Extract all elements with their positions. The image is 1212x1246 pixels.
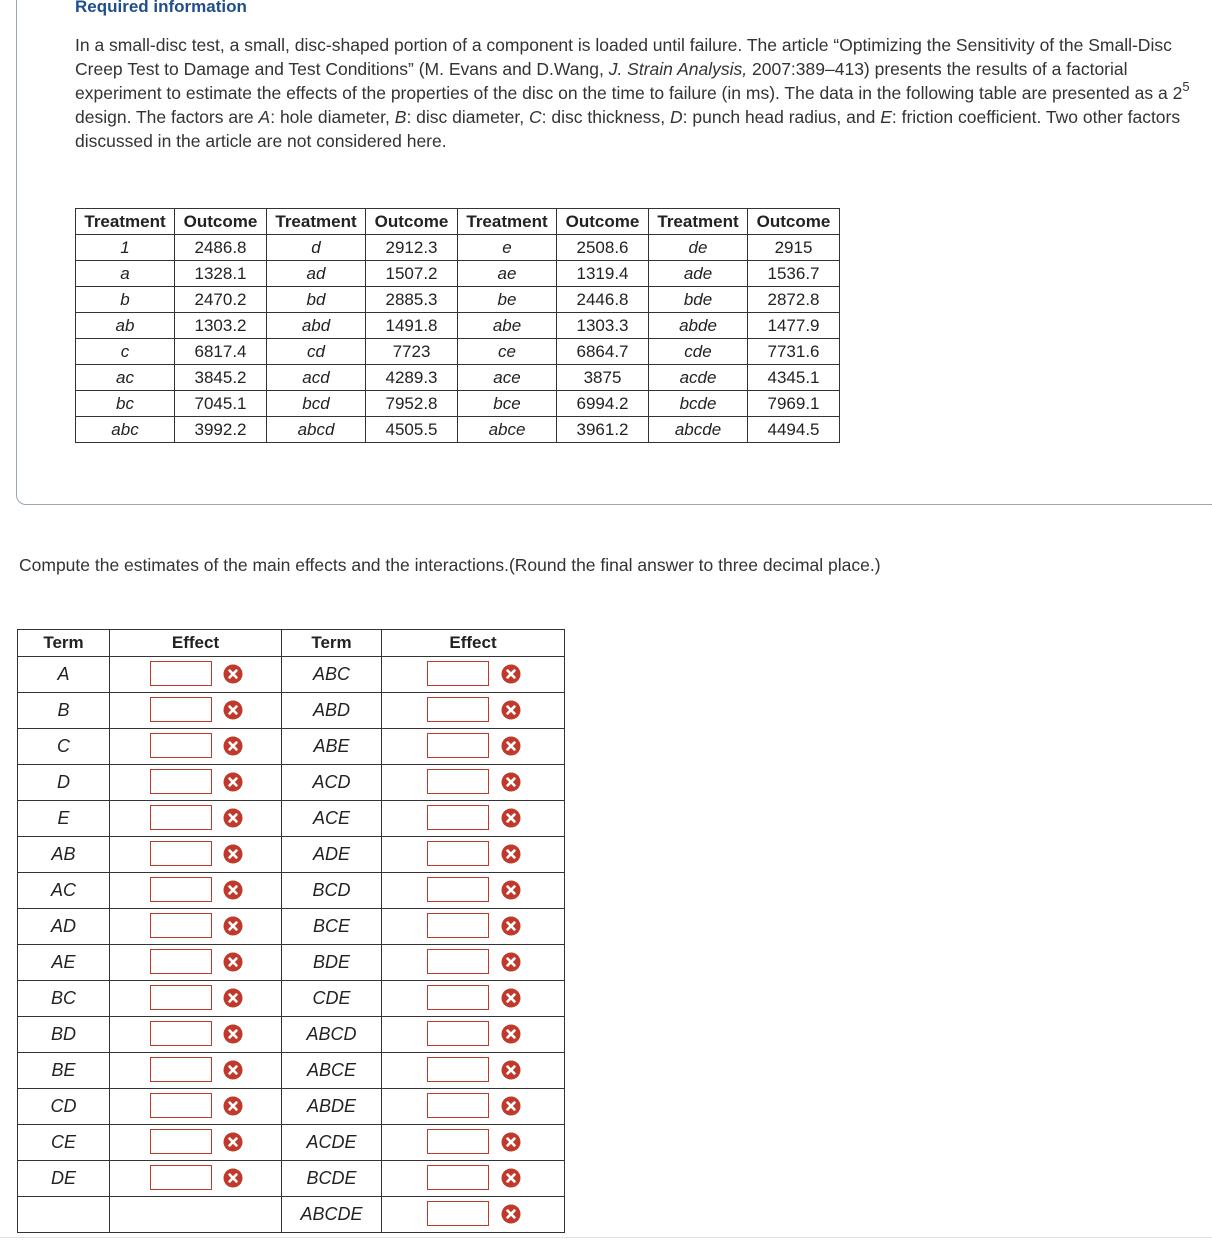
treatment-cell: bcde — [649, 391, 748, 417]
header-effect: Effect — [382, 630, 565, 657]
treatment-cell: a — [76, 261, 175, 287]
effect-cell — [382, 981, 565, 1017]
effect-cell — [110, 729, 282, 765]
outcome-cell: 1328.1 — [175, 261, 267, 287]
outcome-cell: 1491.8 — [366, 313, 458, 339]
outcome-cell: 7969.1 — [748, 391, 840, 417]
answer-table-row — [18, 837, 565, 873]
incorrect-x-icon — [501, 700, 521, 720]
header-treatment: Treatment — [76, 209, 175, 235]
term-label: ACD — [282, 765, 382, 801]
answer-table-row — [18, 729, 565, 765]
term-label: AE — [18, 945, 110, 981]
effect-input[interactable] — [427, 697, 489, 722]
term-label: ACDE — [282, 1125, 382, 1161]
effect-input[interactable] — [427, 1129, 489, 1154]
outcome-cell: 2446.8 — [557, 287, 649, 313]
effect-cell — [110, 1089, 282, 1125]
data-table-row — [76, 313, 840, 339]
effect-input[interactable] — [427, 949, 489, 974]
question-prompt: Compute the estimates of the main effects and the interactions.(Round the final answer to three decimal place.) — [19, 555, 881, 575]
outcome-cell: 2470.2 — [175, 287, 267, 313]
effect-cell — [110, 693, 282, 729]
outcome-cell: 7731.6 — [748, 339, 840, 365]
treatment-cell: ad — [267, 261, 366, 287]
effect-input[interactable] — [427, 1201, 489, 1226]
effect-input[interactable] — [150, 1057, 212, 1082]
outcome-cell: 3992.2 — [175, 417, 267, 443]
data-table-header-row — [76, 209, 840, 235]
term-label: AD — [18, 909, 110, 945]
effect-input[interactable] — [427, 985, 489, 1010]
page-divider — [0, 1237, 1212, 1238]
data-table-row — [76, 235, 840, 261]
answer-table-row — [18, 1089, 565, 1125]
term-label: A — [18, 657, 110, 693]
effect-cell — [110, 657, 282, 693]
header-effect: Effect — [110, 630, 282, 657]
effect-cell — [382, 1161, 565, 1197]
answer-table-row — [18, 1017, 565, 1053]
answer-table-row — [18, 909, 565, 945]
effect-cell — [382, 1089, 565, 1125]
treatment-cell: 1 — [76, 235, 175, 261]
effect-input[interactable] — [427, 769, 489, 794]
treatment-cell: abce — [458, 417, 557, 443]
answer-table-header-row — [18, 630, 565, 657]
treatment-cell: abd — [267, 313, 366, 339]
incorrect-x-icon — [223, 1060, 243, 1080]
required-info-title: Required information — [75, 0, 247, 16]
effect-cell — [382, 1017, 565, 1053]
incorrect-x-icon — [223, 916, 243, 936]
incorrect-x-icon — [501, 880, 521, 900]
header-treatment: Treatment — [649, 209, 748, 235]
effect-cell — [110, 1125, 282, 1161]
term-label: BD — [18, 1017, 110, 1053]
incorrect-x-icon — [501, 916, 521, 936]
incorrect-x-icon — [501, 664, 521, 684]
outcome-cell: 2486.8 — [175, 235, 267, 261]
treatment-cell: cde — [649, 339, 748, 365]
treatment-cell: c — [76, 339, 175, 365]
incorrect-x-icon — [501, 736, 521, 756]
incorrect-x-icon — [223, 1168, 243, 1188]
term-label: C — [18, 729, 110, 765]
term-label: BDE — [282, 945, 382, 981]
effect-input[interactable] — [150, 697, 212, 722]
effect-input[interactable] — [427, 661, 489, 686]
effect-cell — [110, 801, 282, 837]
effect-input[interactable] — [150, 877, 212, 902]
incorrect-x-icon — [223, 844, 243, 864]
outcome-cell: 2885.3 — [366, 287, 458, 313]
effect-cell — [110, 1017, 282, 1053]
incorrect-x-icon — [501, 772, 521, 792]
outcome-cell: 7723 — [366, 339, 458, 365]
answer-table-row — [18, 1197, 565, 1233]
treatment-cell: ade — [649, 261, 748, 287]
effect-input[interactable] — [150, 1021, 212, 1046]
header-term: Term — [18, 630, 110, 657]
term-label: AB — [18, 837, 110, 873]
outcome-cell: 1303.2 — [175, 313, 267, 339]
term-label: B — [18, 693, 110, 729]
data-table-row — [76, 261, 840, 287]
problem-description: In a small-disc test, a small, disc-shaped portion of a component is loaded until failure. The article “Optimizing the Sensitivity of the Small-Disc Creep Test to Damage and Test Conditions” (M. Evans and D.Wang, J. Strain Analysis, 2007:389–413) presents the results of a factorial experiment to estimate the effects of the properties of the disc on the time to failure (in ms). The data in the following table are presented as a $2^5$ design. The factors are A: hole diameter, B: disc diameter, C: disc thickness, D: punch head radius, and E: friction coefficient. Two other factors discussed in the article are not considered here. — [75, 35, 1190, 151]
treatment-cell: ac — [76, 365, 175, 391]
effect-input[interactable] — [150, 985, 212, 1010]
treatment-cell: abcd — [267, 417, 366, 443]
treatment-cell: bcd — [267, 391, 366, 417]
outcome-cell: 2915 — [748, 235, 840, 261]
incorrect-x-icon — [223, 736, 243, 756]
data-table-row — [76, 391, 840, 417]
effect-input[interactable] — [150, 769, 212, 794]
effect-input[interactable] — [150, 841, 212, 866]
answer-table-row — [18, 1125, 565, 1161]
exponent: 5 — [1182, 79, 1190, 95]
effect-input[interactable] — [427, 1021, 489, 1046]
effect-cell — [382, 945, 565, 981]
term-label: BCE — [282, 909, 382, 945]
incorrect-x-icon — [223, 952, 243, 972]
term-label: AC — [18, 873, 110, 909]
incorrect-x-icon — [223, 1132, 243, 1152]
term-label: BCDE — [282, 1161, 382, 1197]
data-table-row — [76, 417, 840, 443]
outcome-cell: 4289.3 — [366, 365, 458, 391]
treatment-cell: abc — [76, 417, 175, 443]
outcome-cell: 7045.1 — [175, 391, 267, 417]
incorrect-x-icon — [223, 1024, 243, 1044]
header-term: Term — [282, 630, 382, 657]
effect-input[interactable] — [427, 1165, 489, 1190]
effect-cell — [110, 945, 282, 981]
treatment-cell: b — [76, 287, 175, 313]
term-label: ABDE — [282, 1089, 382, 1125]
treatment-data-table — [75, 208, 840, 443]
treatment-cell: acd — [267, 365, 366, 391]
effect-cell — [110, 837, 282, 873]
term-label: BE — [18, 1053, 110, 1089]
effect-input[interactable] — [150, 1165, 212, 1190]
incorrect-x-icon — [223, 772, 243, 792]
outcome-cell: 6864.7 — [557, 339, 649, 365]
incorrect-x-icon — [501, 1060, 521, 1080]
incorrect-x-icon — [223, 880, 243, 900]
treatment-cell: e — [458, 235, 557, 261]
answer-table-row — [18, 765, 565, 801]
effect-cell — [382, 873, 565, 909]
outcome-cell: 7952.8 — [366, 391, 458, 417]
effect-input[interactable] — [427, 841, 489, 866]
effect-cell — [382, 765, 565, 801]
treatment-cell: d — [267, 235, 366, 261]
term-label: ABC — [282, 657, 382, 693]
effect-input[interactable] — [427, 877, 489, 902]
incorrect-x-icon — [223, 808, 243, 828]
header-outcome: Outcome — [557, 209, 649, 235]
term-label: E — [18, 801, 110, 837]
outcome-cell: 3845.2 — [175, 365, 267, 391]
treatment-cell: de — [649, 235, 748, 261]
treatment-cell: bd — [267, 287, 366, 313]
effect-input[interactable] — [150, 913, 212, 938]
effect-cell — [382, 909, 565, 945]
outcome-cell: 4505.5 — [366, 417, 458, 443]
outcome-cell: 1507.2 — [366, 261, 458, 287]
effect-cell — [382, 729, 565, 765]
effect-input[interactable] — [150, 805, 212, 830]
outcome-cell: 1477.9 — [748, 313, 840, 339]
incorrect-x-icon — [223, 700, 243, 720]
treatment-cell: bc — [76, 391, 175, 417]
outcome-cell: 3875 — [557, 365, 649, 391]
effect-cell — [382, 693, 565, 729]
answer-table-row — [18, 693, 565, 729]
answer-table-row — [18, 981, 565, 1017]
outcome-cell: 3961.2 — [557, 417, 649, 443]
effect-input[interactable] — [150, 1129, 212, 1154]
header-outcome: Outcome — [175, 209, 267, 235]
treatment-cell: ab — [76, 313, 175, 339]
answer-table-row — [18, 801, 565, 837]
header-treatment: Treatment — [458, 209, 557, 235]
term-label: ACE — [282, 801, 382, 837]
treatment-cell: bce — [458, 391, 557, 417]
effect-cell — [110, 909, 282, 945]
effect-input[interactable] — [150, 661, 212, 686]
header-treatment: Treatment — [267, 209, 366, 235]
treatment-cell: abcde — [649, 417, 748, 443]
effect-input[interactable] — [427, 1093, 489, 1118]
treatment-cell: abde — [649, 313, 748, 339]
term-label: ABCDE — [282, 1197, 382, 1233]
effect-cell — [382, 1053, 565, 1089]
outcome-cell: 1303.3 — [557, 313, 649, 339]
outcome-cell: 1536.7 — [748, 261, 840, 287]
empty-cell — [110, 1197, 282, 1233]
treatment-cell: bde — [649, 287, 748, 313]
incorrect-x-icon — [501, 844, 521, 864]
data-table-row — [76, 339, 840, 365]
effect-cell — [382, 837, 565, 873]
effect-cell — [110, 1053, 282, 1089]
effect-cell — [110, 873, 282, 909]
effect-cell — [110, 981, 282, 1017]
treatment-cell: ace — [458, 365, 557, 391]
data-table-row — [76, 365, 840, 391]
term-label: ABCD — [282, 1017, 382, 1053]
effect-cell — [110, 1161, 282, 1197]
outcome-cell: 2912.3 — [366, 235, 458, 261]
answer-table-row — [18, 873, 565, 909]
effect-input[interactable] — [150, 733, 212, 758]
effect-input[interactable] — [150, 949, 212, 974]
effect-input[interactable] — [427, 805, 489, 830]
data-table-row — [76, 287, 840, 313]
effect-input[interactable] — [427, 733, 489, 758]
outcome-cell: 4345.1 — [748, 365, 840, 391]
header-outcome: Outcome — [366, 209, 458, 235]
effect-input[interactable] — [427, 913, 489, 938]
incorrect-x-icon — [223, 664, 243, 684]
incorrect-x-icon — [501, 1204, 521, 1224]
term-label: DE — [18, 1161, 110, 1197]
treatment-cell: ae — [458, 261, 557, 287]
incorrect-x-icon — [501, 1096, 521, 1116]
effect-cell — [382, 657, 565, 693]
treatment-cell: cd — [267, 339, 366, 365]
effect-cell — [110, 765, 282, 801]
effect-input[interactable] — [427, 1057, 489, 1082]
header-outcome: Outcome — [748, 209, 840, 235]
term-label: ABE — [282, 729, 382, 765]
term-label: D — [18, 765, 110, 801]
treatment-cell: ce — [458, 339, 557, 365]
incorrect-x-icon — [501, 1132, 521, 1152]
incorrect-x-icon — [501, 1024, 521, 1044]
effect-cell — [382, 801, 565, 837]
answer-table-row — [18, 657, 565, 693]
effect-input[interactable] — [150, 1093, 212, 1118]
outcome-cell: 2872.8 — [748, 287, 840, 313]
treatment-cell: acde — [649, 365, 748, 391]
incorrect-x-icon — [501, 988, 521, 1008]
term-label: CD — [18, 1089, 110, 1125]
answer-table-row — [18, 945, 565, 981]
term-label: ADE — [282, 837, 382, 873]
incorrect-x-icon — [223, 988, 243, 1008]
effects-answer-table — [17, 629, 565, 1233]
outcome-cell: 2508.6 — [557, 235, 649, 261]
incorrect-x-icon — [501, 808, 521, 828]
treatment-cell: be — [458, 287, 557, 313]
outcome-cell: 4494.5 — [748, 417, 840, 443]
outcome-cell: 6817.4 — [175, 339, 267, 365]
answer-table-row — [18, 1053, 565, 1089]
term-label: BC — [18, 981, 110, 1017]
effect-cell — [382, 1197, 565, 1233]
answer-table-row — [18, 1161, 565, 1197]
outcome-cell: 6994.2 — [557, 391, 649, 417]
term-label: CE — [18, 1125, 110, 1161]
term-label: ABD — [282, 693, 382, 729]
effect-cell — [382, 1125, 565, 1161]
incorrect-x-icon — [223, 1096, 243, 1116]
incorrect-x-icon — [501, 1168, 521, 1188]
outcome-cell: 1319.4 — [557, 261, 649, 287]
incorrect-x-icon — [501, 952, 521, 972]
term-label — [18, 1197, 110, 1233]
treatment-cell: abe — [458, 313, 557, 339]
term-label: ABCE — [282, 1053, 382, 1089]
term-label: BCD — [282, 873, 382, 909]
term-label: CDE — [282, 981, 382, 1017]
